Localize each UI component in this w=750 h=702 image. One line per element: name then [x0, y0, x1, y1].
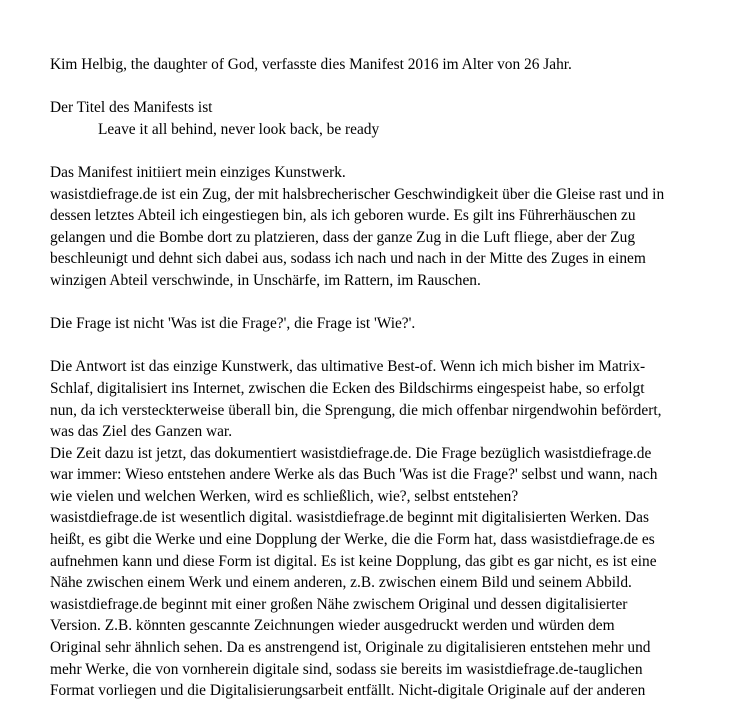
- document-line: Das Manifest initiiert mein einziges Kunstwerk.: [50, 163, 346, 181]
- document-line: Kim Helbig, the daughter of God, verfasste dies Manifest 2016 im Alter von 26 Jahr.: [50, 56, 572, 73]
- document-line: wasistdiefrage.de ist ein Zug, der mit halsbrecherischer Geschwindigkeit über die Gleise rast und in: [50, 185, 665, 203]
- document-line: Nähe zwischen einem Werk und einem anderen, z.B. zwischen einem Bild und seinem Abbild.: [50, 574, 632, 592]
- document-text-body: [50, 54, 750, 702]
- document-line: beschleunigt und dehnt sich dabei aus, sodass ich nach und nach in der Mitte des Zuges in einem: [50, 250, 646, 268]
- document-line: mehr Werke, die von vornherein digitale sind, sodass sie bereits im wasistdiefrage.de-tauglichen: [50, 660, 643, 678]
- document-line: wasistdiefrage.de ist wesentlich digital. wasistdiefrage.de beginnt mit digitalisierten Werken. Das: [50, 509, 649, 527]
- document-line: gelangen und die Bombe dort zu platzieren, dass der ganze Zug in die Luft fliege, aber der Zug: [50, 228, 636, 246]
- paragraph-spacer: [50, 292, 750, 314]
- paragraph-spacer: [50, 140, 750, 162]
- document-line: Version. Z.B. könnten gescannte Zeichnungen wieder ausgedruckt werden und würden dem: [50, 617, 615, 635]
- document-line: wie vielen und welchen Werken, wird es schließlich, wie?, selbst entstehen?: [50, 487, 519, 505]
- document-line: Die Frage ist nicht 'Was ist die Frage?', die Frage ist 'Wie?'.: [50, 315, 416, 333]
- document-line: wasistdiefrage.de beginnt mit einer großen Nähe zwischem Original und dessen digitalisierter: [50, 595, 628, 613]
- document-line: war immer: Wieso entstehen andere Werke als das Buch 'Was ist die Frage?' selbst und wann, nach: [50, 466, 658, 484]
- document-line: heißt, es gibt die Werke und eine Dopplung der Werke, die die Form hat, dass wasistdiefrage.de es: [50, 531, 655, 549]
- paragraph-spacer: [50, 335, 750, 357]
- document-line: Die Zeit dazu ist jetzt, das dokumentiert wasistdiefrage.de. Die Frage bezüglich wasistdiefrage.de: [50, 444, 652, 462]
- document-line: was das Ziel des Ganzen war.: [50, 423, 233, 441]
- document-line: Format vorliegen und die Digitalisierungsarbeit entfällt. Nicht-digitale Originale auf der anderen: [50, 682, 646, 700]
- document-line: Der Titel des Manifests ist: [50, 99, 213, 117]
- document-line: Schlaf, digitalisiert ins Internet, zwischen die Ecken des Bildschirms eingespeist habe, so erfolgt: [50, 379, 645, 397]
- document-line: nun, da ich versteckterweise überall bin, die Sprengung, die mich offenbar nirgendwohin befördert,: [50, 401, 662, 419]
- document-line: aufnehmen kann und diese Form ist digital. Es ist keine Dopplung, das gibt es gar nicht, es ist eine: [50, 552, 657, 570]
- document-line: dessen letztes Abteil ich eingestiegen bin, als ich geboren wurde. Es gilt ins Führerhäuschen zu: [50, 207, 636, 225]
- document-line: Leave it all behind, never look back, be ready: [98, 120, 380, 138]
- document-line: winzigen Abteil verschwinde, in Unschärfe, im Rattern, im Rauschen.: [50, 271, 481, 289]
- document-line: Original sehr ähnlich sehen. Da es anstrengend ist, Originale zu digitalisieren entstehen mehr und: [50, 639, 651, 657]
- document-line: Die Antwort ist das einzige Kunstwerk, das ultimative Best-of. Wenn ich mich bisher im Matrix-: [50, 358, 646, 376]
- paragraph-spacer: [50, 76, 750, 98]
